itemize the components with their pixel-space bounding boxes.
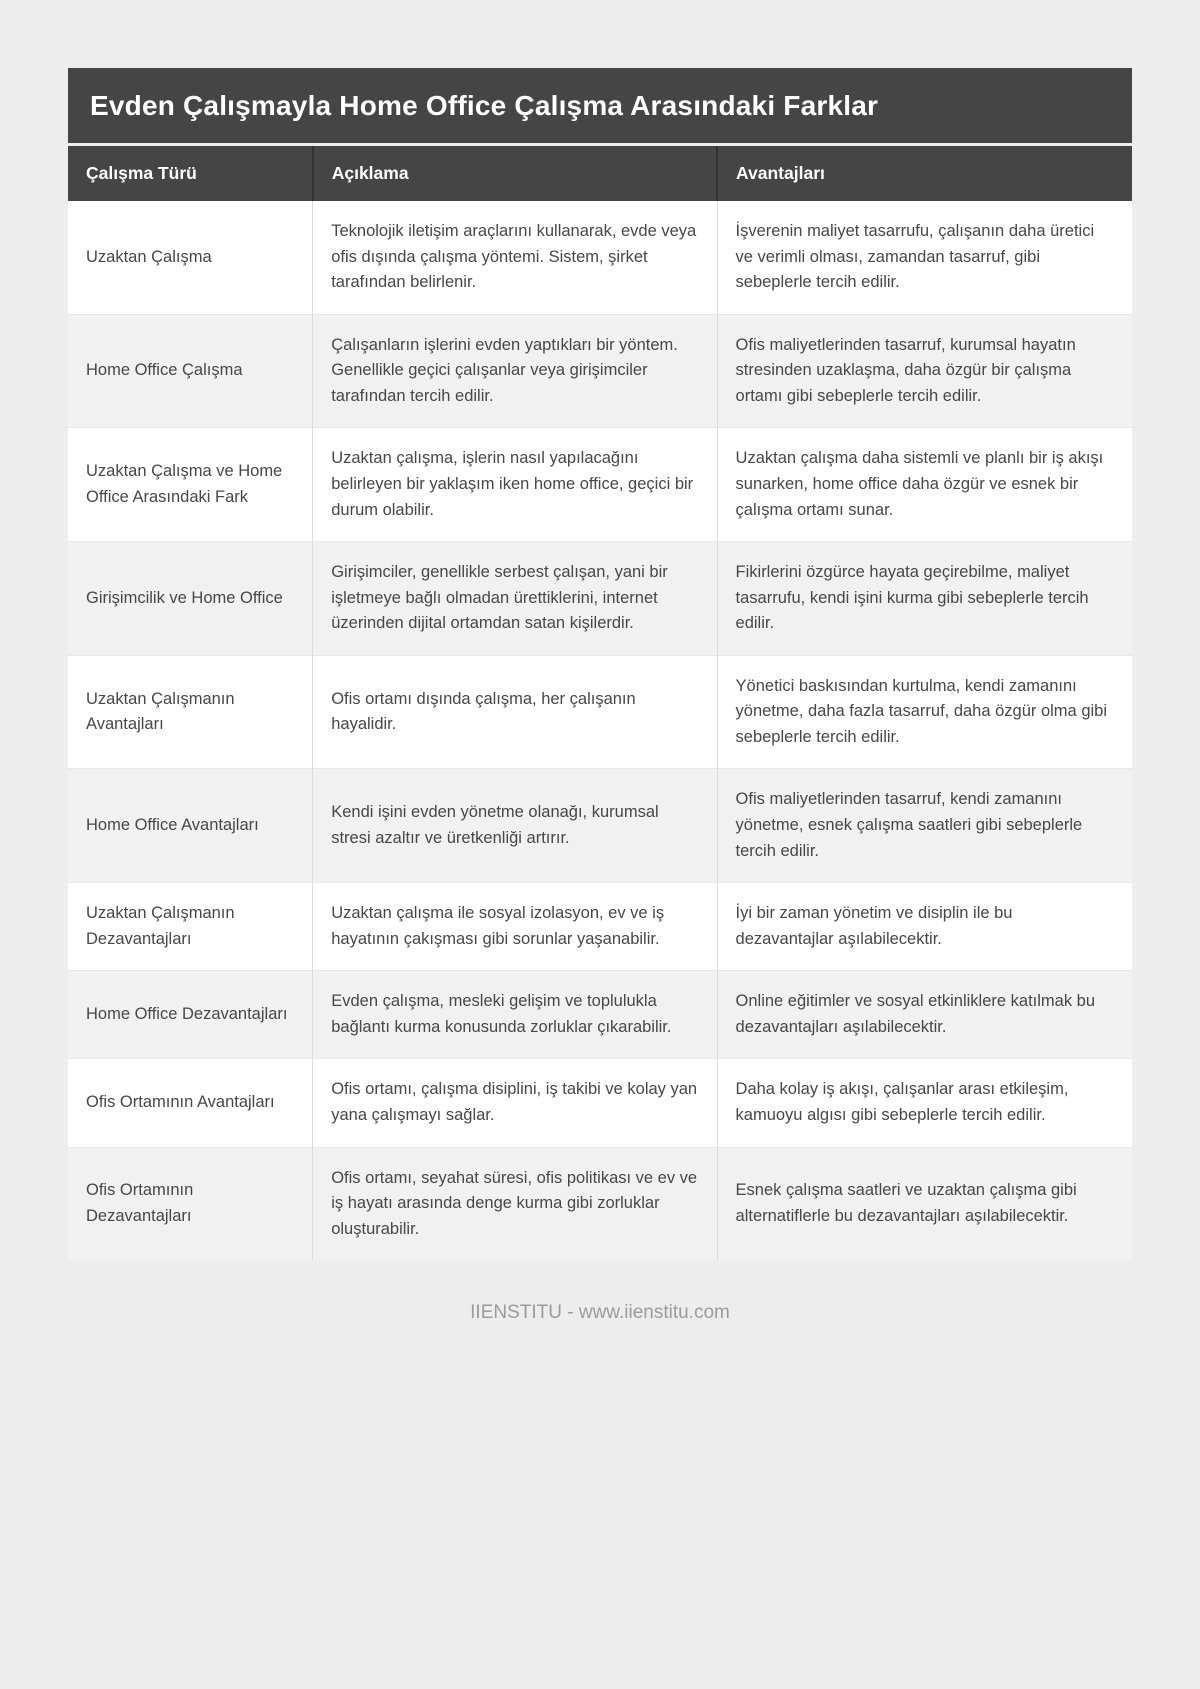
cell-aciklama: Kendi işini evden yönetme olanağı, kurumsal stresi azaltır ve üretkenliği artırır. [313,769,717,883]
cell-avantajlari: Yönetici baskısından kurtulma, kendi zamanını yönetme, daha fazla tasarruf, daha özgür olma gibi sebeplerle tercih edilir. [717,655,1132,769]
cell-aciklama: Uzaktan çalışma, işlerin nasıl yapılacağını belirleyen bir yaklaşım iken home office, geçici bir durum olabilir. [313,428,717,542]
comparison-table [68,146,1132,1260]
cell-type: Uzaktan Çalışma [86,247,212,266]
comparison-table-card [68,68,1132,1260]
cell-aciklama: Teknolojik iletişim araçlarını kullanarak, evde veya ofis dışında çalışma yöntemi. Sistem, şirket tarafından belirlenir. [313,201,717,314]
table-row [68,971,1132,1059]
cell-type: Ofis Ortamının Dezavantajları [68,1147,313,1260]
header-row [68,146,1132,201]
table-row [68,201,1132,314]
cell-aciklama: Ofis ortamı, çalışma disiplini, iş takibi ve kolay yan yana çalışmayı sağlar. [313,1059,717,1147]
table-row [68,655,1132,769]
cell-aciklama: Girişimciler, genellikle serbest çalışan, yani bir işletmeye bağlı olmadan ürettiklerini, internet üzerinden dijital ortamdan satan kişilerdir. [313,542,717,656]
cell-avantajlari: Uzaktan çalışma daha sistemli ve planlı bir iş akışı sunarken, home office daha özgür ve esnek bir çalışma ortamı sunar. [717,428,1132,542]
cell-aciklama: Evden çalışma, mesleki gelişim ve toplulukla bağlantı kurma konusunda zorluklar çıkarabilir. [313,971,717,1059]
cell-aciklama: Ofis ortamı dışında çalışma, her çalışanın hayalidir. [313,655,717,769]
cell-type: Uzaktan Çalışmanın Avantajları [68,655,313,769]
table-row [68,1059,1132,1147]
cell-type: Home Office Avantajları [68,769,313,883]
column-header-aciklama: Açıklama [313,146,717,201]
cell-avantajlari: Ofis maliyetlerinden tasarruf, kurumsal hayatın stresinden uzaklaşma, daha özgür bir çalışma ortamı gibi sebeplerle tercih edilir. [717,314,1132,428]
cell-aciklama: Uzaktan çalışma ile sosyal izolasyon, ev ve iş hayatının çakışması gibi sorunlar yaşanabilir. [313,883,717,971]
cell-aciklama: Çalışanların işlerini evden yaptıkları bir yöntem. Genellikle geçici çalışanlar veya girişimciler tarafından tercih edilir. [313,314,717,428]
cell-aciklama: Ofis ortamı, seyahat süresi, ofis politikası ve ev ve iş hayatı arasında denge kurma gibi zorluklar oluşturabilir. [313,1147,717,1260]
table-row [68,883,1132,971]
column-header-avantajlari: Avantajları [717,146,1132,201]
cell-avantajlari: Ofis maliyetlerinden tasarruf, kendi zamanını yönetme, esnek çalışma saatleri gibi sebeplerle tercih edilir. [717,769,1132,883]
table-row [68,1147,1132,1260]
table-row [68,769,1132,883]
cell-type: Ofis Ortamının Avantajları [68,1059,313,1147]
cell-avantajlari: Online eğitimler ve sosyal etkinliklere katılmak bu dezavantajları aşılabilecektir. [717,971,1132,1059]
cell-avantajlari: Esnek çalışma saatleri ve uzaktan çalışma gibi alternatiflerle bu dezavantajları aşılabilecektir. [717,1147,1132,1260]
cell-avantajlari: Daha kolay iş akışı, çalışanlar arası etkileşim, kamuoyu algısı gibi sebeplerle tercih edilir. [717,1059,1132,1147]
cell-avantajlari: İşverenin maliyet tasarrufu, çalışanın daha üretici ve verimli olması, zamandan tasarruf, gibi sebeplerle tercih edilir. [717,201,1132,314]
cell-type: Uzaktan Çalışma ve Home Office Arasındaki Fark [68,428,313,542]
table-title-bar [68,68,1132,143]
table-row [68,542,1132,656]
table-row [68,314,1132,428]
cell-type: Uzaktan Çalışmanın Dezavantajları [68,883,313,971]
footer-credit: IIENSTITU - www.iienstitu.com [470,1302,730,1324]
cell-type: Home Office Dezavantajları [68,971,313,1059]
cell-type: Home Office Çalışma [68,314,313,428]
column-header-calisma-turu: Çalışma Türü [68,146,313,201]
cell-type: Girişimcilik ve Home Office [68,542,313,656]
table-body [68,201,1132,1260]
cell-avantajlari: İyi bir zaman yönetim ve disiplin ile bu dezavantajlar aşılabilecektir. [717,883,1132,971]
page-title: Evden Çalışmayla Home Office Çalışma Arasındaki Farklar [90,89,879,121]
cell-avantajlari: Fikirlerini özgürce hayata geçirebilme, maliyet tasarrufu, kendi işini kurma gibi sebeplerle tercih edilir. [717,542,1132,656]
table-header [68,146,1132,201]
table-row [68,428,1132,542]
